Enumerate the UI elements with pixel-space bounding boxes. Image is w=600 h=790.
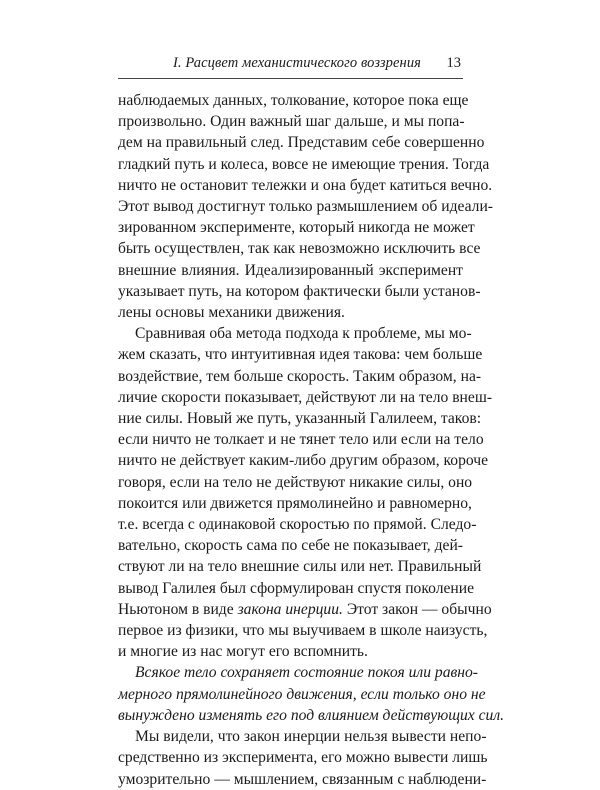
text-line: ние силы. Новый же путь, указанный Галилеем, таков: (118, 410, 482, 428)
running-title: I. Расцвет механистического воззрения (173, 55, 422, 71)
text-line: Этот вывод достигнут только размышлением об идеали- (118, 198, 493, 216)
text-line: зированном эксперименте, который никогда не может (118, 219, 475, 237)
text-line: произвольно. Один важный шаг дальше, и мы попа- (118, 113, 465, 131)
newton-text-after: Этот закон — обычно (342, 600, 492, 618)
text-line: мерного прямолинейного движения, если только оно не (118, 685, 486, 703)
text-line: указывает путь, на котором фактически были установ- (118, 282, 481, 300)
text-line: если ничто не толкает и не тянет тело или если на тело (118, 431, 484, 449)
text-line: вывод Галилея был сформулирован спустя поколение (118, 579, 475, 597)
text-line: лены основы механики движения. (118, 304, 345, 322)
text-line: вынуждено изменять его под влиянием действующих сил. (118, 706, 505, 724)
text-line: ствуют ли на тело внешние силы или нет. Правильный (118, 558, 482, 576)
text-line: Мы видели, что закон инерции нельзя вывести непо- (135, 728, 487, 746)
text-line: Всякое тело сохраняет состояние покоя или равно- (135, 664, 479, 682)
text-line: умозрительно — мышлением, связанным с наблюдени- (118, 770, 487, 788)
running-head (118, 50, 463, 79)
text-line: т.е. всегда с одинаковой скоростью по прямой. Следо- (118, 516, 477, 534)
text-line: первое из физики, что мы выучиваем в школе наизусть, (118, 622, 488, 640)
text-line: Сравнивая оба метода подхода к проблеме, мы мо- (135, 325, 472, 343)
text-line: быть осуществлен, так как невозможно исключить все (118, 240, 481, 258)
text-line: личие скорости показывает, действуют ли на тело внеш- (118, 388, 493, 406)
text-line: дем на правильный след. Представим себе совершенно (118, 134, 485, 152)
text-line: ничто не действует каким-либо другим образом, короче (118, 452, 489, 470)
newton-text-before: Ньютоном в виде (118, 600, 238, 618)
text-line: говоря, если на тело не действуют никакие силы, оно (118, 473, 473, 491)
text-line: воздействие, тем больше скорость. Таким образом, на- (118, 367, 482, 385)
paragraph-1 (118, 90, 493, 323)
law-of-inertia-emphasis: закона инерции. (237, 600, 343, 618)
text-line: гладкий путь и колеса, вовсе не имеющие трения. Тогда (118, 155, 490, 173)
text-line: и многие из нас могут его вспомнить. (118, 643, 368, 661)
text-line: вательно, скорость сама по себе не показывает, дей- (118, 537, 463, 555)
law-statement-paragraph (118, 662, 505, 726)
text-line: средственно из эксперимента, его можно вывести лишь (118, 749, 488, 767)
text-line: ничто не остановит тележки и она будет катиться вечно. (118, 176, 493, 194)
text-line: наблюдаемых данных, толкование, которое пока еще (118, 92, 469, 109)
page-number: 13 (446, 55, 461, 71)
text-line-newton (118, 599, 492, 620)
body-text (118, 90, 505, 790)
paragraph-4 (118, 726, 488, 790)
text-line: жем сказать, что интуитивная идея такова: чем больше (118, 346, 483, 364)
text-line: покоится или движется прямолинейно и равномерно, (118, 494, 472, 512)
text-line: внешние влияния. Идеализированный эксперимент (118, 261, 463, 279)
paragraph-2 (118, 323, 493, 662)
